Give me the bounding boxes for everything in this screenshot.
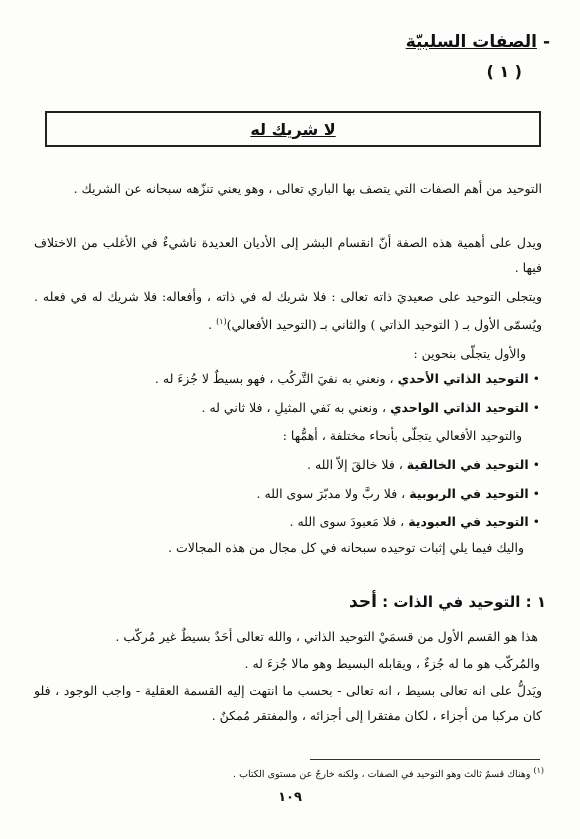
footnote-mark: (١): [533, 766, 544, 775]
closing-line: واليك فيما يلي إثبات توحيده سبحانه في كل مجال من هذه المجالات .: [168, 540, 524, 555]
bullet-item: [290, 509, 540, 534]
footnote-divider: [310, 759, 540, 760]
section-heading: [349, 592, 546, 612]
section-paragraph-3: ويَدلُّ على انه تعالى بسيط ، انه تعالى - بحسب ما انتهت إليه القسمة العقلية - واجب الوجود ، فلو كان مركبا من أجزاء ، لكان مفتقرا إلى أجزائه ، والمفتقر مُمكنٌ .: [34, 683, 542, 723]
chapter-header: [406, 32, 550, 52]
bullet-icon: •: [532, 514, 540, 529]
paragraph-1: التوحيد من أهم الصفات التي يتصف بها الباري تعالى ، وهو يعني تنزّهه سبحانه عن الشريك .: [73, 181, 542, 196]
bullet-text: ، فلا خالقَ إلاّ الله .: [307, 457, 403, 472]
bullet-text: ، ونعني به نفيَ التَّركُب ، فهو بسيطٌ لا جُزءَ له .: [154, 371, 394, 386]
intro-first: والأول يتجلّى بنحوين :: [413, 346, 526, 361]
bullet-term: التوحيد الذاتي الأحدي: [397, 371, 529, 386]
paragraph-2: ويدل على أهمية هذه الصفة أنّ انقسام البشر إلى الأديان العديدة ناشيءٌ في الأغلب من الاختلاف فيها .: [34, 235, 542, 275]
bullet-text: ، ونعني به نَفي المثيلِ ، فلا ثاني له .: [201, 400, 387, 415]
bullet-text: ، فلا ربَّ ولا مدبّرَ سوى الله .: [256, 486, 406, 501]
bullet-text: ، فلا مَعبودَ سوى الله .: [289, 514, 405, 529]
bullet-icon: •: [532, 486, 540, 501]
bullet-term: التوحيد في الربوبية: [409, 486, 529, 501]
header-dash: -: [542, 32, 550, 52]
bullet-item: [202, 395, 541, 420]
section-title: التوحيد في الذات :: [382, 593, 521, 611]
bullet-item: [257, 481, 541, 506]
lesson-title: لا شريك له: [250, 119, 336, 139]
footnote-ref: (١): [216, 317, 227, 326]
section-emphasis: أحد: [349, 592, 377, 612]
section-line-1: هذا هو القسم الأول من قسمَيْ التوحيد الذاتي ، والله تعالى أحَدٌ بسيطٌ غير مُركّب .: [115, 629, 538, 644]
paragraph-3-end: .: [208, 317, 217, 333]
paragraph-3-text: ويتجلى التوحيد على صعيديَ ذاته تعالى : فلا شريك له في ذاته ، وأفعاله: فلا شريك له في فعله . ويُسمّى الأول بـ ( التوحيد الذاتي ) والثاني بـ (التوحيد الأفعالي): [34, 289, 542, 333]
bullet-term: التوحيد الذاتي الواحدي: [390, 400, 529, 415]
lesson-title-box: [45, 111, 541, 147]
section-line-2: والمُركّب هو ما له جُزءٌ ، ويقابله البسيط وهو مالا جُزءَ له .: [244, 656, 540, 671]
lesson-number: ( ١ ): [486, 62, 522, 81]
bullet-icon: •: [532, 400, 540, 415]
footnote-text: وهناك قسمٌ ثالث وهو التوحيد في الصفات ، ولكنه خارجٌ عن مستوى الكتاب .: [233, 769, 531, 781]
section-number: ١ :: [525, 593, 546, 611]
bullet-icon: •: [532, 371, 540, 386]
intro-second: والتوحيد الأفعالي يتجلّى بأنحاء مختلفة ، أهمُّها :: [282, 428, 522, 443]
bullet-item: [307, 452, 540, 477]
bullet-term: التوحيد في الخالقية: [406, 457, 529, 472]
paragraph-3: [34, 284, 542, 337]
bullet-term: التوحيد في العبودية: [408, 514, 529, 529]
page-number: ١٠٩: [278, 790, 302, 805]
footnote: [233, 766, 544, 780]
bullet-icon: •: [532, 457, 540, 472]
chapter-title: الصفات السلبيّة: [405, 32, 537, 52]
bullet-item: [155, 366, 540, 391]
